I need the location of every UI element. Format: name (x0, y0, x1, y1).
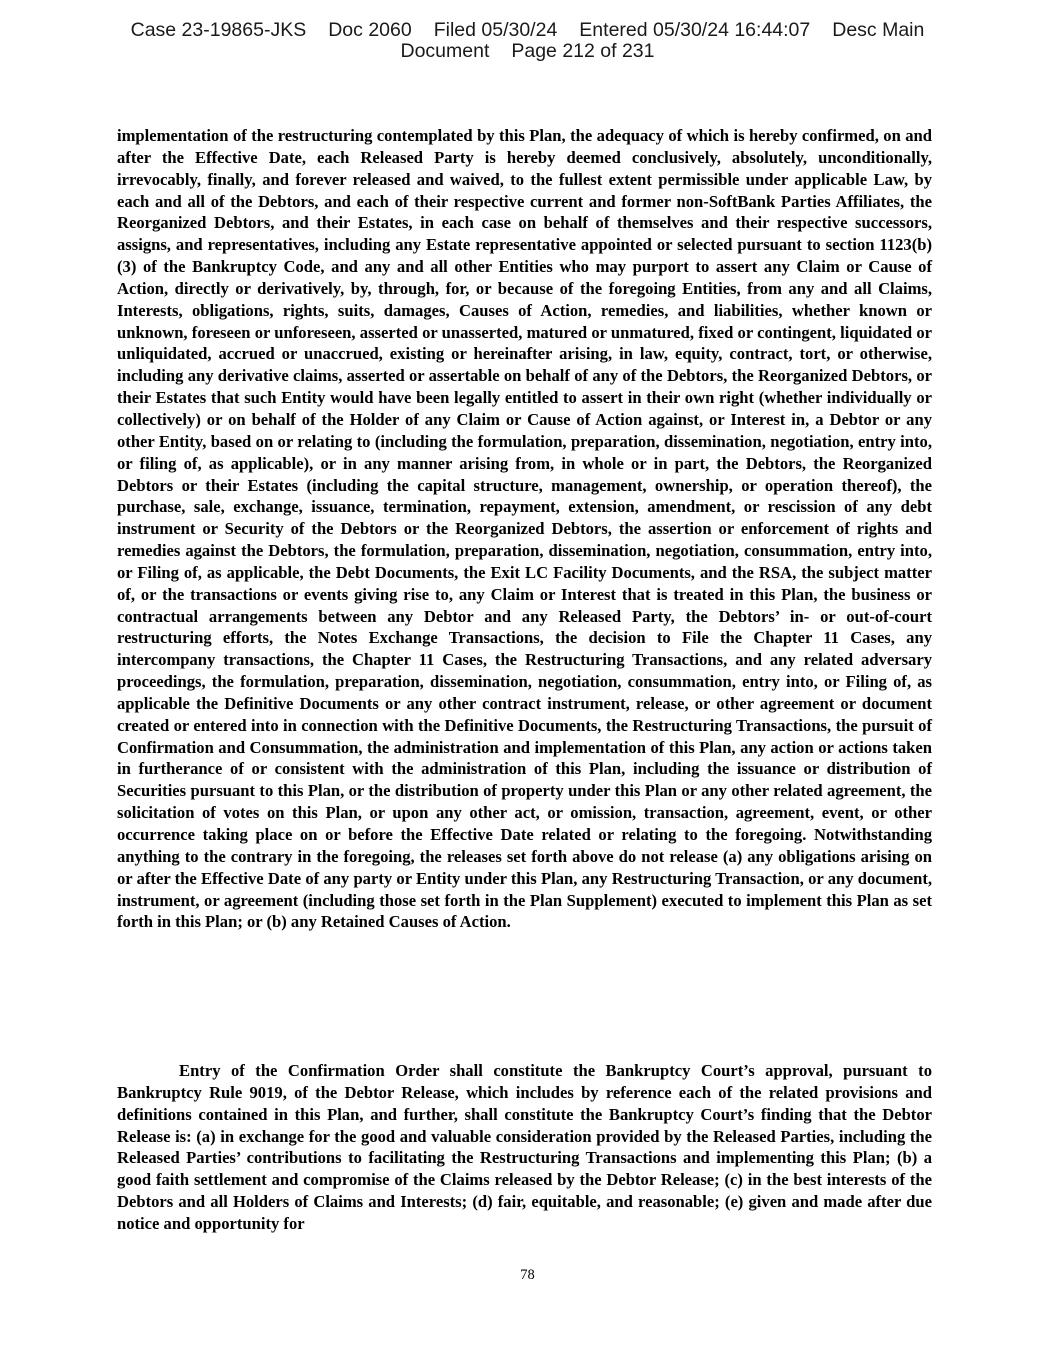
release-paragraph: implementation of the restructuring contemplated by this Plan, the adequacy of which is hereby confirmed, on and after the Effective Date, each Released Party is hereby deemed conclusively, absolutely, unconditionally, irrevocably, finally, and forever released and waived, to the fullest extent permissible under applicable Law, by each and all of the Debtors, and each of their respective current and former non-SoftBank Parties Affiliates, the Reorganized Debtors, and their Estates, in each case on behalf of themselves and their respective successors, assigns, and representatives, including any Estate representative appointed or selected pursuant to section 1123(b)(3) of the Bankruptcy Code, and any and all other Entities who may purport to assert any Claim or Cause of Action, directly or derivatively, by, through, for, or because of the foregoing Entities, from any and all Claims, Interests, obligations, rights, suits, damages, Causes of Action, remedies, and liabilities, whether known or unknown, foreseen or unforeseen, asserted or unasserted, matured or unmatured, fixed or contingent, liquidated or unliquidated, accrued or unaccrued, existing or hereinafter arising, in law, equity, contract, tort, or otherwise, including any derivative claims, asserted or assertable on behalf of any of the Debtors, the Reorganized Debtors, or their Estates that such Entity would have been legally entitled to assert in their own right (whether individually or collectively) or on behalf of the Holder of any Claim or Cause of Action against, or Interest in, a Debtor or any other Entity, based on or relating to (including the formulation, preparation, dissemination, negotiation, entry into, or filing of, as applicable), or in any manner arising from, in whole or in part, the Debtors, the Reorganized Debtors or their Estates (including the capital structure, management, ownership, or operation thereof), the purchase, sale, exchange, issuance, termination, repayment, extension, amendment, or rescission of any debt instrument or Security of the Debtors or the Reorganized Debtors, the assertion or enforcement of rights and remedies against the Debtors, the formulation, preparation, dissemination, negotiation, consummation, entry into, or Filing of, as applicable, the Debt Documents, the Exit LC Facility Documents, and the RSA, the subject matter of, or the transactions or events giving rise to, any Claim or Interest that is treated in this Plan, the business or contractual arrangements between any Debtor and any Released Party, the Debtors’ in- or out-of-court restructuring efforts, the Notes Exchange Transactions, the decision to File the Chapter 11 Cases, any intercompany transactions, the Chapter 11 Cases, the Restructuring Transactions, and any related adversary proceedings, the formulation, preparation, dissemination, negotiation, consummation, entry into, or Filing of, as applicable the Definitive Documents or any other contract instrument, release, or other agreement or document created or entered into in connection with the Definitive Documents, the Restructuring Transactions, the pursuit of Confirmation and Consummation, the administration and implementation of this Plan, any action or actions taken in furtherance of or consistent with the administration of this Plan, including the issuance or distribution of Securities pursuant to this Plan, or the distribution of property under this Plan or any other related agreement, the solicitation of votes on this Plan, or upon any other act, or omission, transaction, agreement, event, or other occurrence taking place on or before the Effective Date related or relating to the foregoing. Notwithstanding anything to the contrary in the foregoing, the releases set forth above do not release (a) any obligations arising on or after the Effective Date of any party or Entity under this Plan, any Restructuring Transaction, or any document, instrument, or agreement (including those set forth in the Plan Supplement) executed to implement this Plan as set forth in this Plan; or (b) any Retained Causes of Action. (117, 126, 932, 932)
filed-date: Filed 05/30/24 (433, 19, 558, 41)
court-filing-header (0, 20, 1055, 62)
page-number: 78 (520, 1267, 535, 1283)
page-of-total: Page 212 of 231 (511, 40, 655, 62)
filing-info-line (0, 20, 1055, 41)
document-label: Document (400, 40, 490, 62)
doc-number: Doc 2060 (328, 19, 412, 41)
confirmation-order-paragraph: Entry of the Confirmation Order shall constitute the Bankruptcy Court’s approval, pursuant to Bankruptcy Rule 9019, of the Debtor Release, which includes by reference each of the related provisions and definitions contained in this Plan, and further, shall constitute the Bankruptcy Court’s finding that the Debtor Release is: (a) in exchange for the good and valuable consideration provided by the Released Parties, including the Released Parties’ contributions to facilitating the Restructuring Transactions and implementing this Plan; (b) a good faith settlement and compromise of the Claims released by the Debtor Release; (c) in the best interests of the Debtors and all Holders of Claims and Interests; (d) fair, equitable, and reasonable; (e) given and made after due notice and opportunity for (117, 1061, 932, 1233)
case-number: Case 23-19865-JKS (130, 19, 307, 41)
entered-date: Entered 05/30/24 16:44:07 (579, 19, 811, 41)
description: Desc Main (832, 19, 925, 41)
document-page-line (0, 41, 1055, 62)
